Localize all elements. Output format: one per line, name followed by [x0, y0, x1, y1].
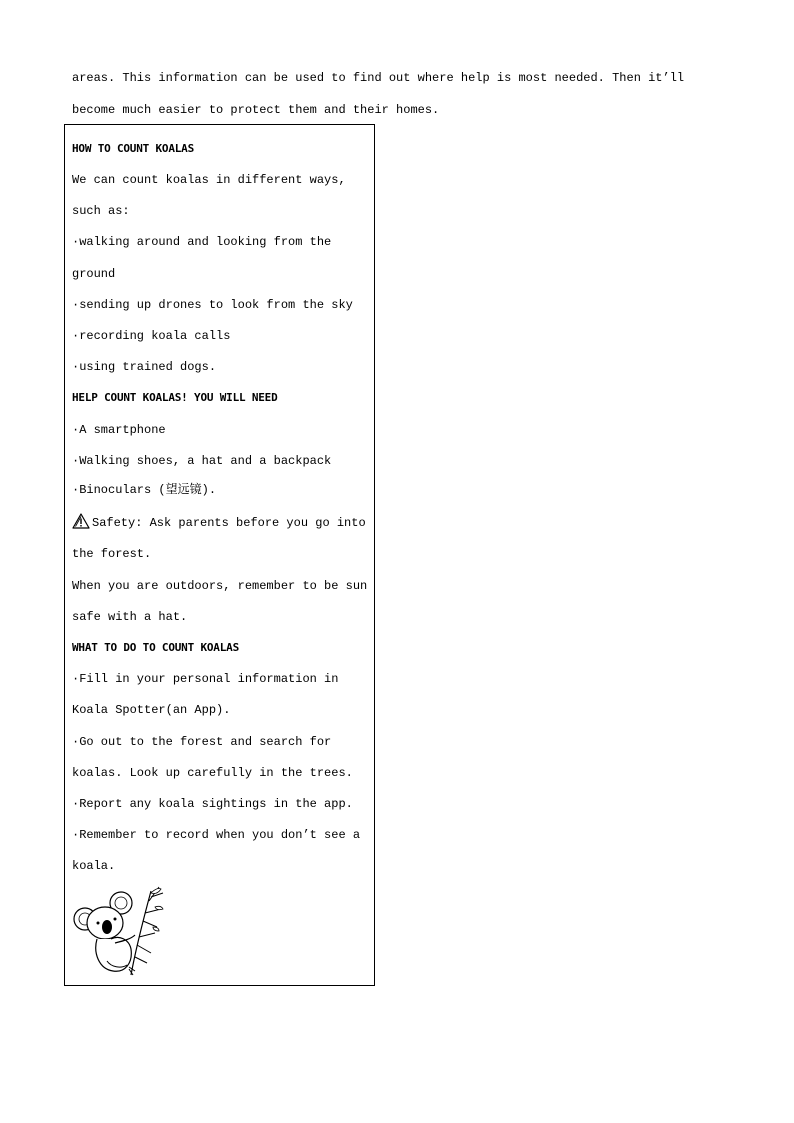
warning-icon	[72, 513, 90, 529]
intro-line-1: areas. This information can be used to find out where help is most needed. Then it’ll	[72, 71, 685, 85]
step-fill-info-line-1: ·Fill in your personal information in	[72, 672, 339, 686]
step-report-sightings: ·Report any koala sightings in the app.	[72, 797, 353, 811]
intro-text-line-1: We can count koalas in different ways,	[72, 173, 346, 187]
method-trained-dogs: ·using trained dogs.	[72, 360, 217, 374]
heading-what-to-do: WHAT TO DO TO COUNT KOALAS	[72, 641, 239, 654]
heading-how-to-count: HOW TO COUNT KOALAS	[72, 142, 195, 155]
step-record-none-line-1: ·Remember to record when you don’t see a	[72, 828, 361, 842]
step-search-line-1: ·Go out to the forest and search for	[72, 735, 332, 749]
need-shoes-hat-backpack: ·Walking shoes, a hat and a backpack	[72, 454, 332, 468]
method-walking-line-2: ground	[72, 267, 116, 281]
heading-you-will-need: HELP COUNT KOALAS! YOU WILL NEED	[72, 391, 278, 404]
intro-text-line-2: such as:	[72, 204, 130, 218]
safety-line-1	[72, 513, 366, 531]
method-walking-line-1: ·walking around and looking from the	[72, 235, 332, 249]
safety-line-2: the forest.	[72, 547, 152, 561]
step-fill-info-line-2: Koala Spotter(an App).	[72, 703, 231, 717]
safety-text: Safety: Ask parents before you go into	[92, 516, 366, 530]
need-smartphone: ·A smartphone	[72, 423, 166, 437]
intro-line-2: become much easier to protect them and their homes.	[72, 103, 440, 117]
step-record-none-line-2: koala.	[72, 859, 116, 873]
need-binoculars: ·Binoculars (望远镜).	[72, 483, 217, 497]
koala-info-box	[64, 124, 375, 986]
step-search-line-2: koalas. Look up carefully in the trees.	[72, 766, 353, 780]
sun-safe-line-1: When you are outdoors, remember to be sun	[72, 579, 368, 593]
sun-safe-line-2: safe with a hat.	[72, 610, 188, 624]
method-drones: ·sending up drones to look from the sky	[72, 298, 353, 312]
method-koala-calls: ·recording koala calls	[72, 329, 231, 343]
koala-illustration	[71, 883, 167, 979]
